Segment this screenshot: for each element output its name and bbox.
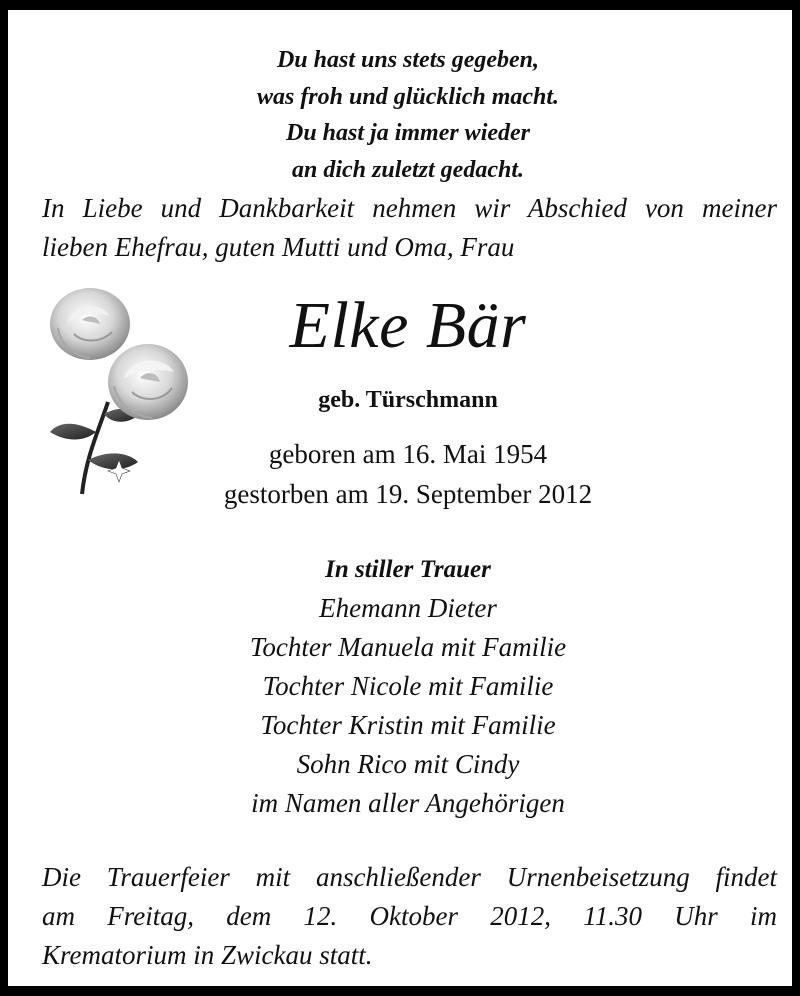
funeral-line: Die Trauerfeier mit anschließender Urnenbeisetzung findet bbox=[42, 862, 777, 892]
mourners-block bbox=[8, 550, 800, 823]
funeral-line: Krematorium in Zwickau statt. bbox=[42, 940, 373, 970]
birth-date: geboren am 16. Mai 1954 bbox=[268, 439, 548, 469]
life-dates bbox=[8, 434, 800, 514]
death-date: gestorben am 19. September 2012 bbox=[223, 479, 593, 509]
mourner-entry: Ehemann Dieter bbox=[319, 593, 497, 623]
mourner-entry: Sohn Rico mit Cindy bbox=[296, 749, 520, 779]
mourner-entry: Tochter Manuela mit Familie bbox=[249, 632, 567, 662]
poem-line: an dich zuletzt gedacht. bbox=[291, 156, 525, 183]
intro-text bbox=[42, 189, 777, 267]
deceased-name: Elke Bär bbox=[289, 289, 527, 362]
mourner-entry: im Namen aller Angehörigen bbox=[251, 788, 565, 818]
mourner-entry: Tochter Nicole mit Familie bbox=[262, 671, 554, 701]
mourners-heading: In stiller Trauer bbox=[325, 556, 491, 583]
intro-line: lieben Ehefrau, guten Mutti und Oma, Frau bbox=[42, 232, 515, 262]
poem-line: Du hast uns stets gegeben, bbox=[276, 47, 540, 73]
mourner-entry: Tochter Kristin mit Familie bbox=[260, 710, 556, 740]
funeral-line: am Freitag, dem 12. Oktober 2012, 11.30 Uhr im bbox=[42, 901, 777, 931]
poem-line: was froh und glücklich macht. bbox=[256, 83, 560, 110]
birth-name: geb. Türschmann bbox=[318, 387, 498, 413]
intro-line: In Liebe und Dankbarkeit nehmen wir Abschied von meiner bbox=[42, 193, 777, 223]
memorial-poem bbox=[8, 42, 800, 188]
funeral-notice bbox=[42, 858, 777, 975]
poem-line: Du hast ja immer wieder bbox=[285, 120, 531, 146]
